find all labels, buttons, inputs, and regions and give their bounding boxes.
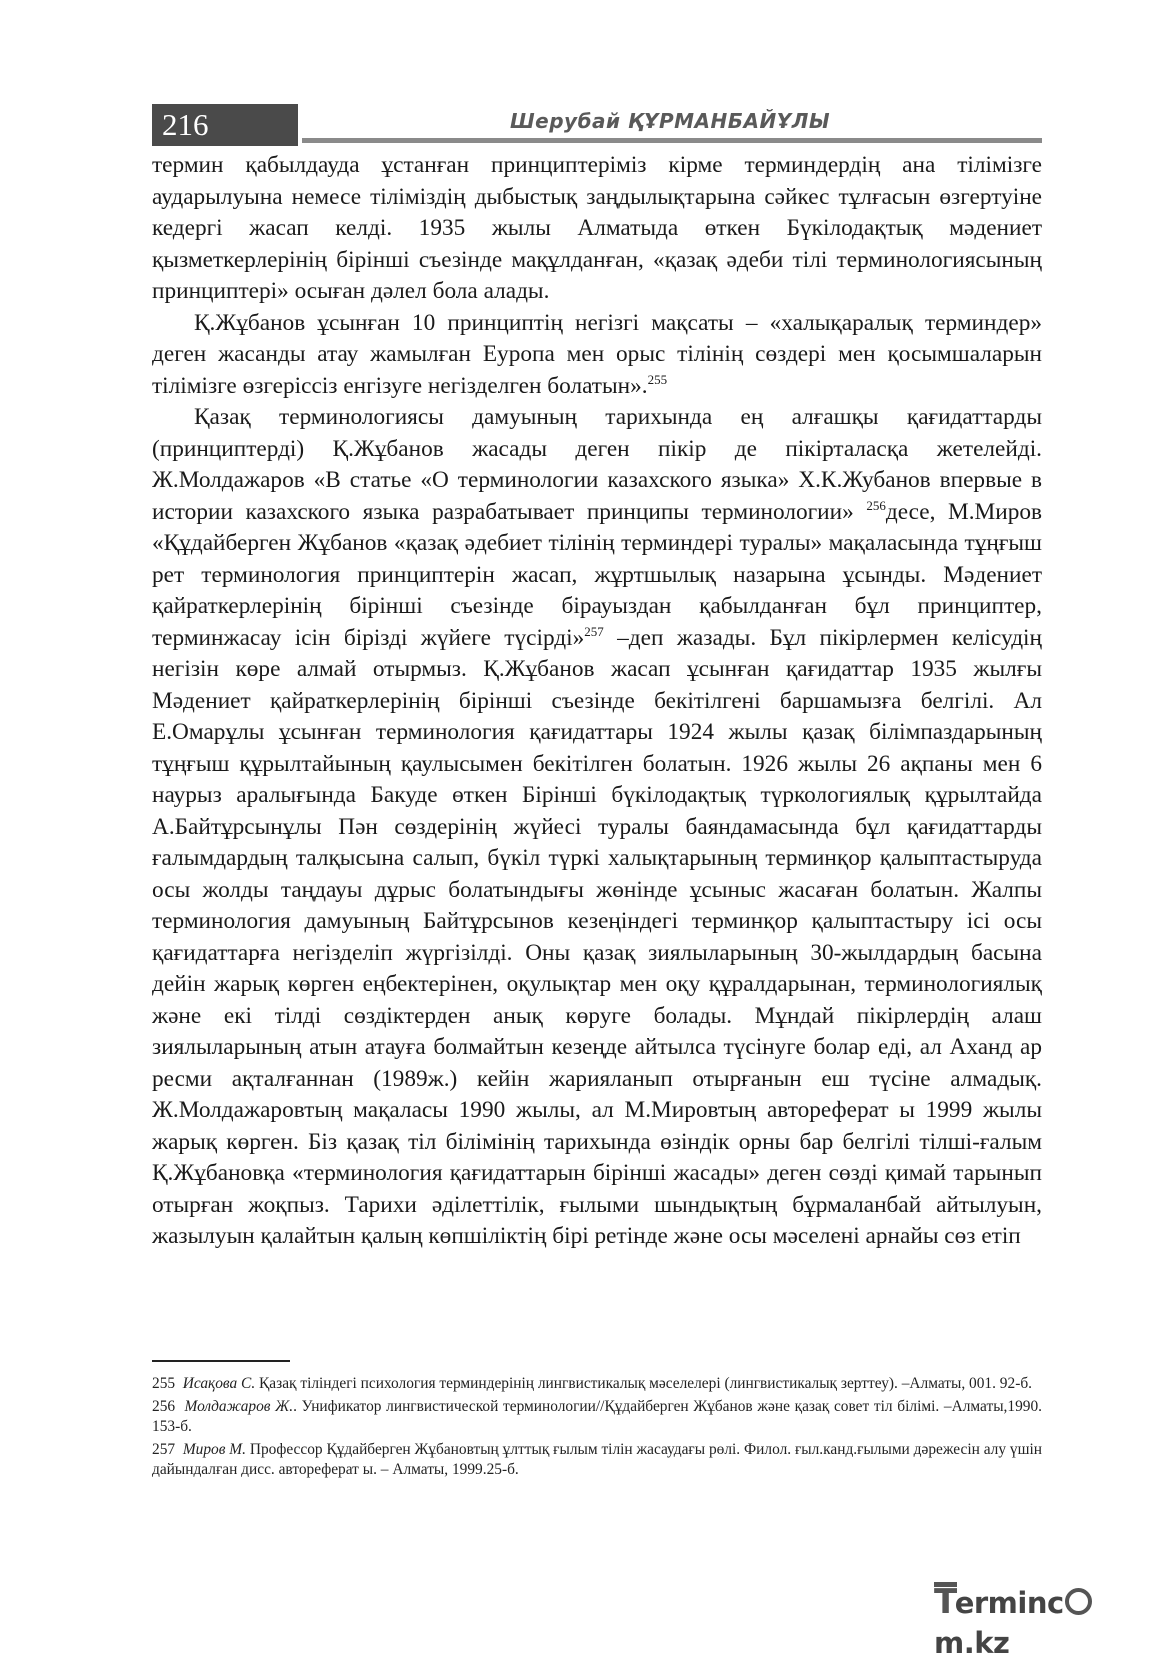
footnote-255: 255 Исақова С. Қазақ тіліндегі психология терминдерінің лингвистикалық мәселелері (лингвистикалық зерттеу). –Алматы, 001. 92-б. bbox=[152, 1375, 1032, 1392]
page-header bbox=[152, 104, 1042, 146]
paragraph-3: Қазақ терминологиясы дамуының тарихында ең алғашқы қағидаттарды (принциптерді) Қ.Жұбанов жасады деген пікір де пікірталасқа жетелейді. Ж.Молдажаров «В статье «О терминологии казахского языка» Х.К.Жубанов впервые в истории казахского языка разрабатывает принципы терминологии» $^{256}$десе, М.Миров «Құдайберген Жұбанов «қазақ әдебиет тілінің терминдері туралы» мақаласында тұңғыш рет терминология принциптерін жасап, жұртшылық назарына ұсынды. Мәдениет қайраткерлерінің бірінші съезінде бірауыздан қабылданған бұл принциптер, терминжасау ісін бірізді жүйеге түсірді»$^{257}$ –деп жазады. Бұл пікірлермен келісудің негізін көре алмай отырмыз. Қ.Жұбанов жасап ұсынған қағидаттар 1935 жылғы Мәдениет қайраткерлерінің бірінші съезінде бекітілгені баршамызға белгілі. Ал Е.Омарұлы ұсынған терминология қағидаттары 1924 жылы қазақ білімпаздарының тұңғыш құрылтайының қаулысымен бекітілген болатын. 1926 жылы 26 ақпаны мен 6 наурыз аралығында Бакуде өткен Бірінші бүкілодақтық түркологиялық құрылтайда А.Байтұрсынұлы Пән сөздерінің жүйесі туралы баяндамасында бұл қағидаттарды ғалымдардың талқысына салып, бүкіл түркі халықтарының терминқор қалыптастыруда осы жолды таңдауы дұрыс болатындығы жөнінде ұсыныс жасаған болатын. Жалпы терминология дамуының Байтұрсынов кезеңіндегі терминқор қалыптастыру ісі осы қағидаттарға негізделіп жүргізілді. Оны қазақ зиялыларының 30-жылдардың басына дейін жарық көрген еңбектерінен, оқулықтар мен оқу құралдарынан, терминологиялық және екі тілді сөздіктерден анық көруге болады. Мұндай пікірлердің алаш зиялыларының атын атауға болмайтын кезеңде айтылса түсінуге болар еді, ал Аханд ар ресми ақталғаннан (1989ж.) кейін жарияланып отырғанын еш түсіне алмадық. Ж.Молдажаровтың мақаласы 1990 жылы, ал М.Мировтың автореферат ы 1999 жылы жарық көрген. Біз қазақ тіл білімінің тарихында өзіндік орны бар белгілі тілші-ғалым Қ.Жұбановқа «терминология қағидаттарын бірінші жасады» деген сөзді қимай тарынып отырған жоқпыз. Тарихи әділеттілік, ғылыми шындықтың бұрмаланбай айтылуын, жазылуын қалайтын қалың көпшіліктің бірі ретінде және осы мәселені арнайы сөз етіп bbox=[152, 404, 1043, 1249]
footnotes bbox=[152, 1374, 1042, 1483]
body-text bbox=[152, 150, 1042, 1253]
page-number: 216 bbox=[152, 104, 298, 146]
footnote-257: 257 Миров М. Профессор Құдайберген Жұбановтың ұлттық ғылым тілін жасаудағы рөлі. Филол. ғыл.канд.ғылыми дәрежесін алу үшін дайындалған дисс. автореферат ы. – Алматы, 1999.25-б. bbox=[152, 1440, 1042, 1478]
paragraph-2: Қ.Жұбанов ұсынған 10 принциптің негізгі мақсаты – «халықаралық терминдер» деген жасанды атау жамылған Еуропа мен орыс тілінің сөздері мен қосымшаларын тілімізге өзгеріссіз енгізуге негізделген болатын».$^{255}$ bbox=[152, 309, 1042, 399]
header-rule bbox=[302, 138, 1042, 143]
footnote-ref-255[interactable]: 255 bbox=[647, 371, 668, 387]
footnote-256: 256 Молдажаров Ж.. Унификатор лингвистической терминологии//Құдайберген Жұбанов және қазақ совет тіл білімі. –Алматы,1990. 153-б. bbox=[152, 1397, 1043, 1435]
footnote-ref-257[interactable]: 257 bbox=[584, 623, 604, 639]
footnote-ref-256[interactable]: 256 bbox=[866, 497, 886, 513]
termincom-logo: Termincm.kz bbox=[934, 1582, 1144, 1622]
running-head-author: Шерубай ҚҰРМАНБАЙҰЛЫ bbox=[509, 109, 831, 133]
logo-o-icon bbox=[1065, 1588, 1092, 1615]
footnote-rule bbox=[152, 1360, 290, 1362]
paragraph-1: термин қабылдауда ұстанған принциптеріміз кірме терминдердің ана тілімізге аударылуына немесе тіліміздің дыбыстық заңдылықтарына сәйкес тұлғасын өзгертуіне кедергі жасап келді. 1935 жылы Алматыда өткен Бүкілодақтық мәдениет қызметкерлерінің бірінші съезінде мақұлданған, «қазақ әдеби тілі терминологиясының принциптері» осыған дәлел бола алады. bbox=[152, 152, 1042, 304]
